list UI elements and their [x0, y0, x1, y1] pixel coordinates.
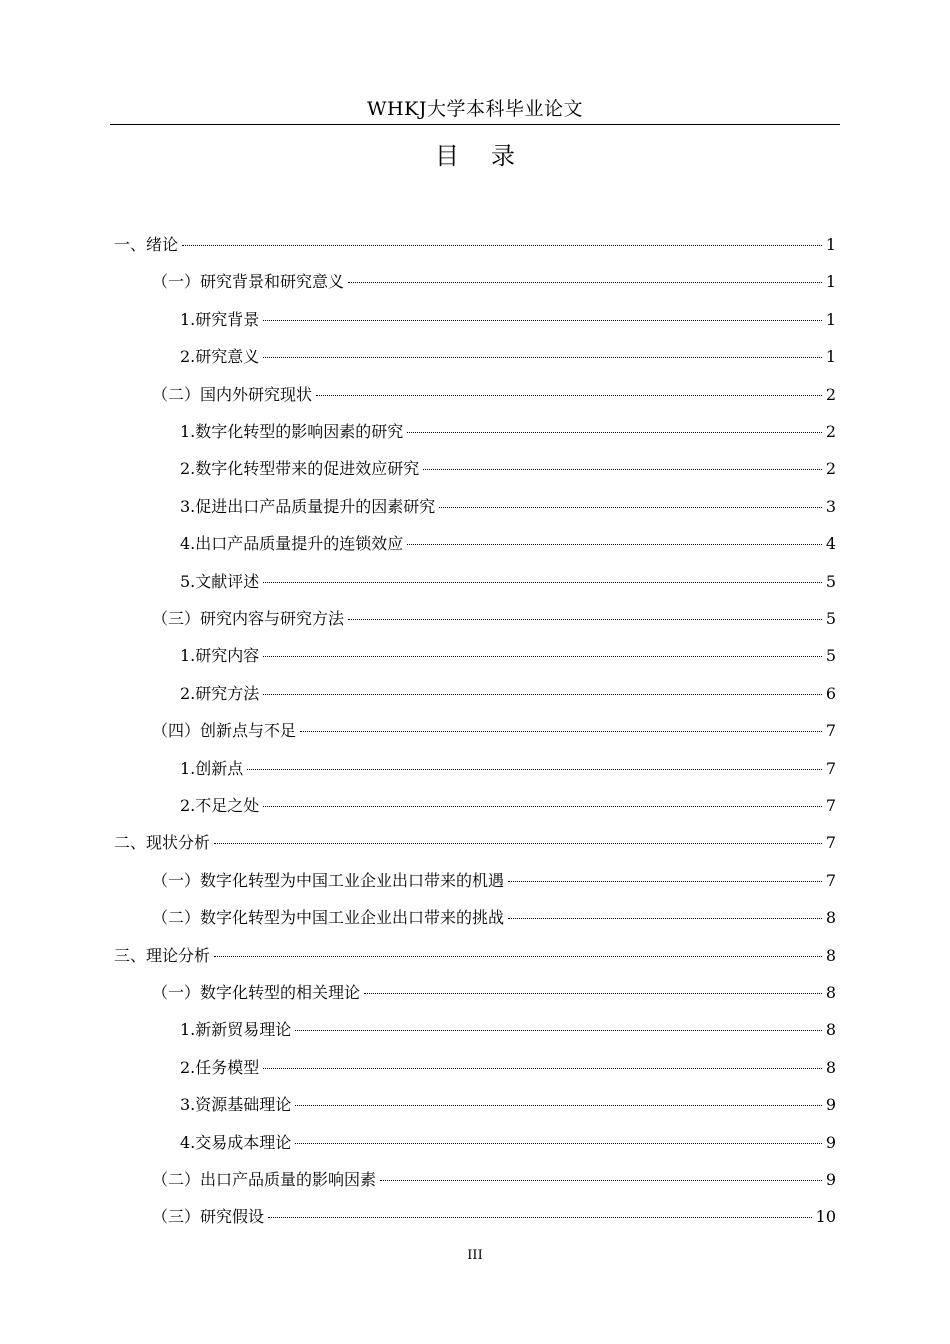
toc-entry[interactable] [180, 457, 836, 481]
toc-entry-text: （二）出口产品质量的影响因素 [152, 1170, 377, 1189]
toc-dot-leader [348, 619, 822, 620]
toc-entry-text: （二）数字化转型为中国工业企业出口带来的挑战 [152, 908, 505, 927]
toc-dot-leader [300, 731, 822, 732]
toc-dot-leader [247, 769, 822, 770]
toc-entry-text: 2.研究意义 [180, 347, 260, 366]
toc-entry[interactable] [180, 644, 836, 668]
toc-entry-page: 2 [825, 385, 836, 404]
toc-entry-page: 9 [825, 1095, 836, 1114]
toc-dot-leader [316, 395, 822, 396]
toc-entry-text: 4.交易成本理论 [180, 1133, 292, 1152]
toc-dot-leader [263, 656, 822, 657]
toc-entry-text: 三、理论分析 [114, 946, 211, 965]
toc-entry[interactable] [152, 1205, 836, 1229]
toc-dot-leader [182, 245, 822, 246]
toc-dot-leader [263, 357, 822, 358]
toc-entry-page: 9 [825, 1133, 836, 1152]
toc-entry-page: 1 [825, 235, 836, 254]
toc-entry-page: 1 [825, 310, 836, 329]
toc-entry-page: 1 [825, 347, 836, 366]
toc-entry[interactable] [152, 981, 836, 1005]
toc-dot-leader [295, 1105, 822, 1106]
toc-dot-leader [263, 320, 822, 321]
toc-entry-text: （二）国内外研究现状 [152, 385, 313, 404]
toc-entry-text: 3.促进出口产品质量提升的因素研究 [180, 497, 436, 516]
toc-entry-page: 3 [825, 497, 836, 516]
toc-entry-text: （四）创新点与不足 [152, 721, 297, 740]
toc-dot-leader [364, 993, 822, 994]
toc-entry[interactable] [152, 906, 836, 930]
toc-dot-leader [380, 1180, 822, 1181]
toc-entry-text: （三）研究内容与研究方法 [152, 609, 345, 628]
toc-entry-text: 1.新新贸易理论 [180, 1020, 292, 1039]
toc-dot-leader [508, 918, 822, 919]
toc-entry-page: 2 [825, 459, 836, 478]
toc-entry[interactable] [180, 1056, 836, 1080]
toc-entry[interactable] [180, 1093, 836, 1117]
toc-entry-page: 6 [825, 684, 836, 703]
toc-entry[interactable] [180, 1131, 836, 1155]
toc-entry[interactable] [180, 420, 836, 444]
toc-entry-text: （一）研究背景和研究意义 [152, 272, 345, 291]
toc-entry-page: 1 [825, 272, 836, 291]
toc-entry-text: 2.任务模型 [180, 1058, 260, 1077]
toc-entry[interactable] [180, 682, 836, 706]
toc-entry-text: 2.不足之处 [180, 796, 260, 815]
toc-dot-leader [268, 1217, 812, 1218]
toc-entry[interactable] [152, 1168, 836, 1192]
toc-dot-leader [508, 881, 822, 882]
toc-entry-text: 1.研究内容 [180, 646, 260, 665]
toc-entry-page: 7 [825, 721, 836, 740]
toc-entry[interactable] [152, 607, 836, 631]
toc-entry[interactable] [152, 270, 836, 294]
running-header: WHKJ大学本科毕业论文 [367, 98, 583, 120]
toc-entry-text: （三）研究假设 [152, 1207, 265, 1226]
toc-entry[interactable] [114, 233, 836, 257]
toc-entry-page: 8 [825, 983, 836, 1002]
toc-entry[interactable] [152, 719, 836, 743]
toc-entry-page: 5 [825, 572, 836, 591]
toc-entry-page: 5 [825, 609, 836, 628]
toc-entry[interactable] [180, 570, 836, 594]
toc-entry-page: 4 [825, 534, 836, 553]
toc-entry[interactable] [114, 944, 836, 968]
toc-entry-page: 7 [825, 871, 836, 890]
toc-entry[interactable] [114, 831, 836, 855]
toc-entry[interactable] [180, 1018, 836, 1042]
toc-dot-leader [263, 1068, 822, 1069]
toc-entry[interactable] [152, 383, 836, 407]
toc-entry-text: 2.研究方法 [180, 684, 260, 703]
toc-entry-page: 8 [825, 1020, 836, 1039]
toc-entry-page: 9 [825, 1170, 836, 1189]
toc-entry-text: 3.资源基础理论 [180, 1095, 292, 1114]
toc-entry-page: 7 [825, 833, 836, 852]
toc-dot-leader [295, 1143, 822, 1144]
toc-entry[interactable] [152, 869, 836, 893]
toc-entry-text: 1.创新点 [180, 759, 244, 778]
page-number: III [467, 1248, 483, 1263]
toc-entry-page: 8 [825, 946, 836, 965]
toc-entry-text: 一、绪论 [114, 235, 179, 254]
toc-entry-text: 1.研究背景 [180, 310, 260, 329]
toc-entry[interactable] [180, 308, 836, 332]
toc-entry-text: 4.出口产品质量提升的连锁效应 [180, 534, 404, 553]
toc-entry-page: 7 [825, 796, 836, 815]
toc-dot-leader [439, 507, 822, 508]
toc-dot-leader [263, 582, 822, 583]
toc-dot-leader [214, 956, 822, 957]
toc-entry-page: 8 [825, 1058, 836, 1077]
toc-entry[interactable] [180, 532, 836, 556]
toc-entry[interactable] [180, 794, 836, 818]
toc-entry-text: 5.文献评述 [180, 572, 260, 591]
toc-entry[interactable] [180, 757, 836, 781]
toc-dot-leader [407, 544, 822, 545]
toc-dot-leader [263, 806, 822, 807]
toc-entry-page: 8 [825, 908, 836, 927]
toc-entry-page: 5 [825, 646, 836, 665]
toc-entry-text: 1.数字化转型的影响因素的研究 [180, 422, 404, 441]
toc-entry-text: 2.数字化转型带来的促进效应研究 [180, 459, 420, 478]
toc-entry-page: 7 [825, 759, 836, 778]
toc-dot-leader [348, 282, 822, 283]
toc-dot-leader [214, 843, 822, 844]
toc-entry-page: 10 [815, 1207, 836, 1226]
toc-dot-leader [295, 1030, 822, 1031]
toc-entry-text: （一）数字化转型为中国工业企业出口带来的机遇 [152, 871, 505, 890]
toc-dot-leader [407, 432, 822, 433]
toc-entry-text: （一）数字化转型的相关理论 [152, 983, 361, 1002]
toc-entry[interactable] [180, 495, 836, 519]
toc-title: 目录 [435, 142, 547, 170]
toc-entry[interactable] [180, 345, 836, 369]
toc-entry-page: 2 [825, 422, 836, 441]
toc-dot-leader [423, 469, 822, 470]
toc-dot-leader [263, 694, 822, 695]
toc-entry-text: 二、现状分析 [114, 833, 211, 852]
